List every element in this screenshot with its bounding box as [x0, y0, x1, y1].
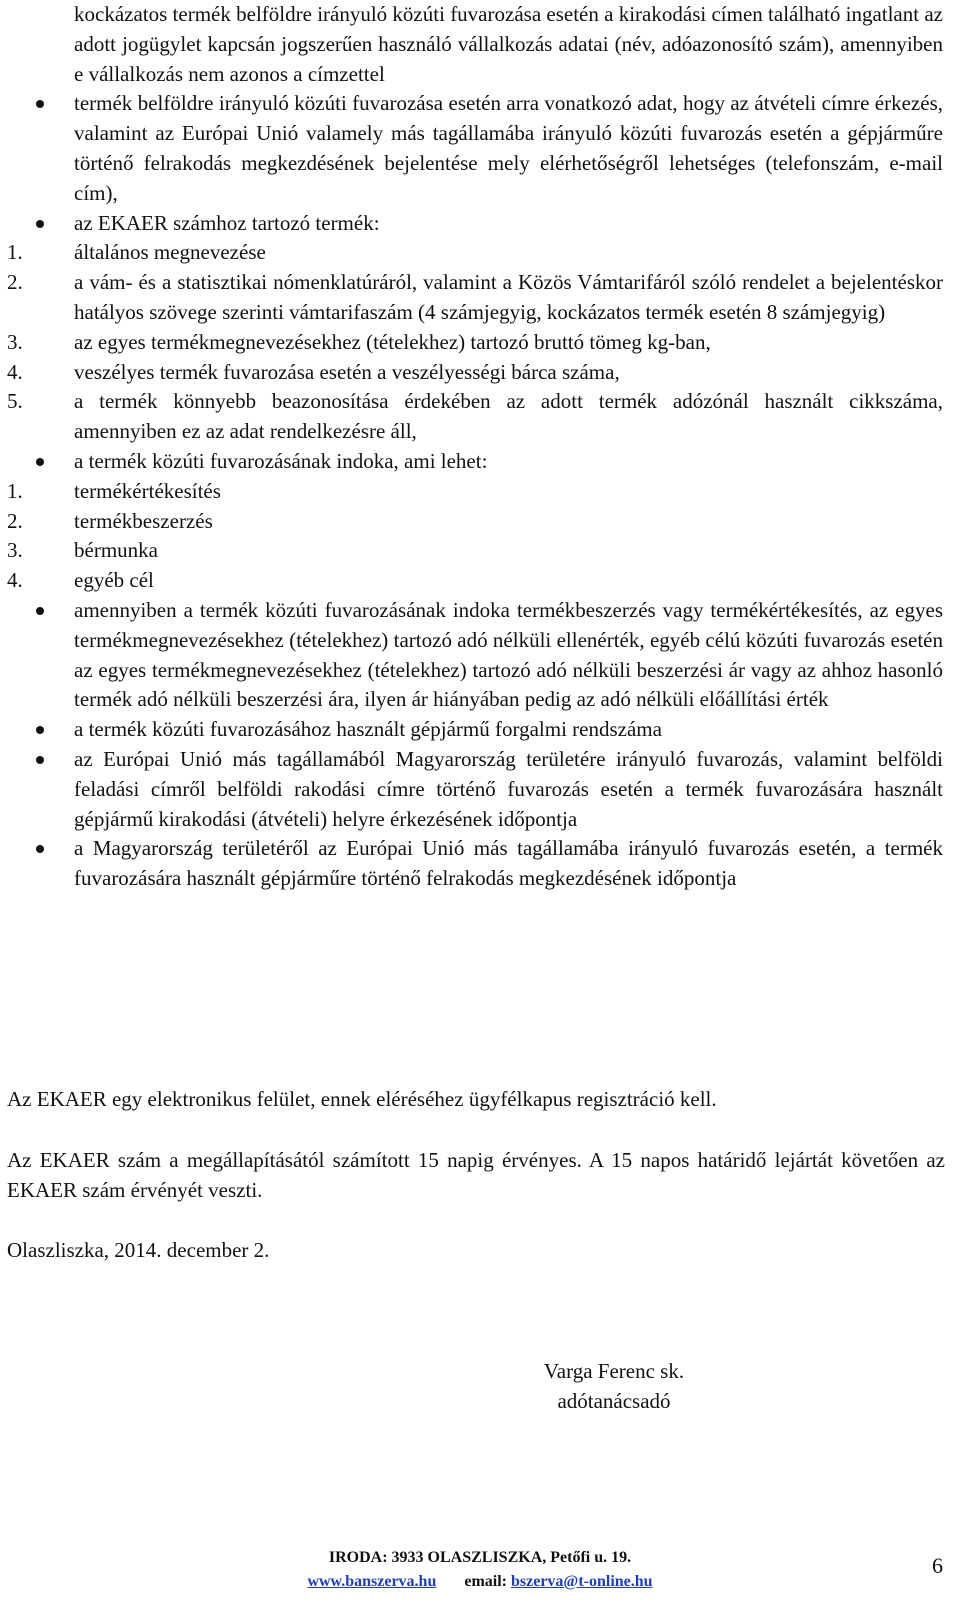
email-label: email: [464, 1573, 507, 1590]
list-item-text: veszélyes termék fuvarozása esetén a veszélyességi bárca száma, [74, 359, 620, 384]
list-item-text: bérmunka [74, 538, 158, 563]
list-item-text: az Európai Unió más tagállamából Magyarország területére irányuló fuvarozás, valamint belföldi feladási címről belföldi rakodási címre történő fuvarozás esetén a termék fuvarozására használt gépjármű kirakodási (átvételi) helyre érkezésének időpontja [74, 746, 943, 831]
list-number: 3. [7, 538, 23, 563]
list-item [0, 209, 960, 239]
list-number: 3. [7, 329, 23, 354]
list-item-text: a termék könnyebb beazonosítása érdekében az adott termék adózónál használt cikkszáma, amennyiben ez az adat rendelkezésre áll, [74, 389, 943, 444]
list-item [0, 328, 960, 358]
list-number: 4. [7, 568, 23, 593]
list-item [0, 238, 960, 268]
list-item [0, 477, 960, 507]
list-number: 2. [7, 508, 23, 533]
list-number: 4. [7, 359, 23, 384]
list-item-text: termék belföldre irányuló közúti fuvarozása esetén arra vonatkozó adat, hogy az átvételi címre érkezés, valamint az Európai Unió valamely más tagállamába irányuló közúti fuvarozás esetén a gépjárműre történő felrakodás megkezdésének bejelentése mely elérhetőségről lehetséges (telefonszám, e-mail cím), [74, 91, 943, 205]
list-number: 1. [7, 240, 23, 265]
list-item-text: kockázatos termék belföldre irányuló közúti fuvarozása esetén a kirakodási címen található ingatlant az adott jogügylet kapcsán jogszerűen használó vállalkozás adatai (név, adóazonosító szám), amennyiben e vállalkozás nem azonos a címzettel [74, 2, 943, 86]
list-item-text: a termék közúti fuvarozásához használt gépjármű forgalmi rendszáma [74, 717, 662, 742]
list-number: 1. [7, 478, 23, 503]
place-date: Olaszliszka, 2014. december 2. [7, 1238, 270, 1262]
list-item [0, 507, 960, 537]
access-paragraph: Az EKAER egy elektronikus felület, ennek eléréséhez ügyfélkapus regisztráció kell. [7, 1087, 717, 1111]
list-item-text: termékbeszerzés [74, 508, 213, 533]
list-item [0, 715, 960, 745]
list-item [0, 834, 960, 894]
list-item [0, 447, 960, 477]
office-address: IRODA: 3933 OLASZLISZKA, Petőfi u. 19. [328, 1549, 632, 1566]
footer [240, 1546, 720, 1594]
list-item [0, 536, 960, 566]
list-item-text: általános megnevezése [74, 240, 266, 265]
list-item [0, 566, 960, 596]
list-item-text: az EKAER számhoz tartozó termék: [74, 210, 380, 235]
list-item [0, 596, 960, 715]
list-item [0, 0, 960, 89]
website-link[interactable]: www.banszerva.hu [307, 1573, 437, 1590]
list-item [0, 745, 960, 834]
list-item-text: a Magyarország területéről az Európai Unió más tagállamába irányuló fuvarozás esetén, a termék fuvarozására használt gépjárműre történő felrakodás megkezdésének időpontja [74, 836, 943, 891]
list-item-text: az egyes termékmegnevezésekhez (tételekhez) tartozó bruttó tömeg kg-ban, [74, 329, 711, 354]
page-number: 6 [932, 1553, 943, 1578]
list-number: 5. [7, 389, 23, 414]
list-item [0, 268, 960, 328]
list-item [0, 387, 960, 447]
footer-contacts [240, 1570, 720, 1594]
list-number: 2. [7, 270, 23, 295]
list-item-text: a vám- és a statisztikai nómenklatúráról, valamint a Közös Vámtarifáról szóló rendelet a bejelentéskor hatályos szövege szerinti vámtarifaszám (4 számjegyig, kockázatos termék esetén 8 számjegyig) [74, 270, 943, 324]
signature-name: Varga Ferenc sk. [543, 1359, 685, 1383]
signature-block [514, 1356, 714, 1416]
list-item [0, 89, 960, 208]
validity-paragraph: Az EKAER szám a megállapításától számított 15 napig érvényes. A 15 napos határidő lejártát követően az EKAER szám érvényét veszti. [7, 1148, 945, 1202]
list-item-text: termékértékesítés [74, 478, 221, 503]
list-item [0, 358, 960, 388]
list-item-text: egyéb cél [74, 568, 154, 593]
signature-title: adótanácsadó [557, 1389, 671, 1413]
list-item-text: a termék közúti fuvarozásának indoka, ami lehet: [74, 448, 488, 473]
email-link[interactable]: bszerva@t-online.hu [511, 1573, 653, 1590]
list-item-text: amennyiben a termék közúti fuvarozásának indoka termékbeszerzés vagy termékértékesítés, az egyes termékmegnevezésekhez (tételekhez) tartozó adó nélküli ellenérték, egyéb célú közúti fuvarozás esetén az egyes termékmegnevezésekhez (tételekhez) tartozó adó nélküli beszerzési ár vagy az ahhoz hasonló termék adó nélküli beszerzési ára, ilyen ár hiányában pedig az adó nélküli előállítási érték [74, 597, 943, 712]
